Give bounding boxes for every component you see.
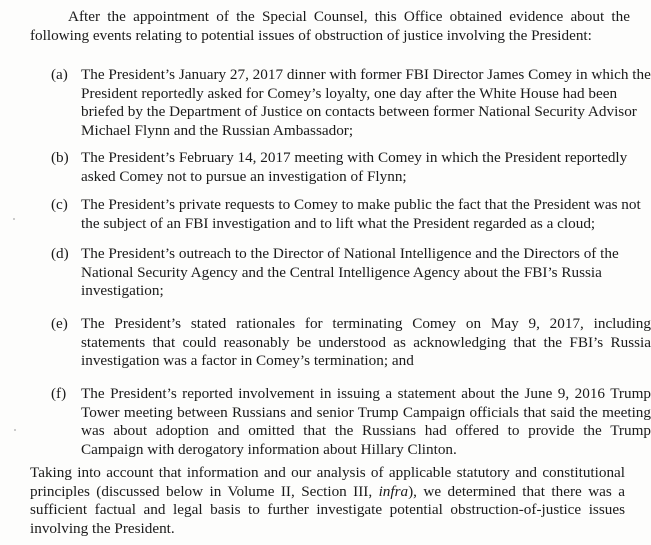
closing-text-before: Taking into account that information and our analysis of applicable statutory and constitutional principles (discussed below in Volume II, Section III,: [30, 464, 625, 500]
scan-speck: [14, 429, 16, 431]
list-item-e-text: The President’s stated rationales for terminating Comey on May 9, 2017, including statements that could reasonably be understood as acknowledging that the FBI’s Russia investigation was a factor in Comey’s termination; and: [81, 315, 651, 370]
list-marker-e: (e): [51, 315, 68, 332]
list-item-c: [51, 196, 651, 233]
closing-text-after: ), we determined that there was a sufficient factual and legal basis to further investigate potential obstruction-of-justice issues involving the President.: [30, 482, 625, 537]
list-marker-b: (b): [51, 149, 69, 166]
list-marker-a: (a): [51, 66, 68, 83]
list-marker-c: (c): [51, 196, 68, 213]
list-item-e: [51, 315, 651, 371]
list-marker-f: (f): [51, 385, 67, 402]
list-item-d: [51, 245, 651, 301]
list-item-b: [51, 149, 651, 186]
list-marker-d: (d): [51, 245, 69, 262]
intro-paragraph: After the appointment of the Special Counsel, this Office obtained evidence about the following events relating to potential issues of obstruction of justice involving the President:: [30, 8, 630, 44]
list-item-c-text: The President’s private requests to Comey to make public the fact that the President was not the subject of an FBI investigation and to lift what the President regarded as a cloud;: [81, 196, 641, 232]
closing-paragraph: [30, 464, 625, 538]
closing-emphasis: infra: [378, 482, 409, 500]
scan-speck: [13, 218, 15, 220]
list-item-a-text: The President’s January 27, 2017 dinner with former FBI Director James Comey in which the President reportedly asked for Comey’s loyalty, one day after the White House had been briefed by the Department of Justice on contacts between former National Security Advisor Michael Flynn and the Russian Ambassador;: [81, 66, 651, 139]
list-item-f: [51, 385, 651, 459]
list-item-d-text: The President’s outreach to the Director of National Intelligence and the Directors of the National Security Agency and the Central Intelligence Agency about the FBI’s Russia investigation;: [81, 245, 619, 300]
list-item-a: [51, 66, 651, 140]
list-item-b-text: The President’s February 14, 2017 meeting with Comey in which the President reportedly asked Comey not to pursue an investigation of Flynn;: [81, 149, 628, 185]
list-item-f-text: The President’s reported involvement in issuing a statement about the June 9, 2016 Trump Tower meeting between Russians and senior Trump Campaign officials that said the meeting was about adoption and omitted that the Russians had offered to provide the Trump Campaign with derogatory information about Hillary Clinton.: [81, 385, 651, 458]
